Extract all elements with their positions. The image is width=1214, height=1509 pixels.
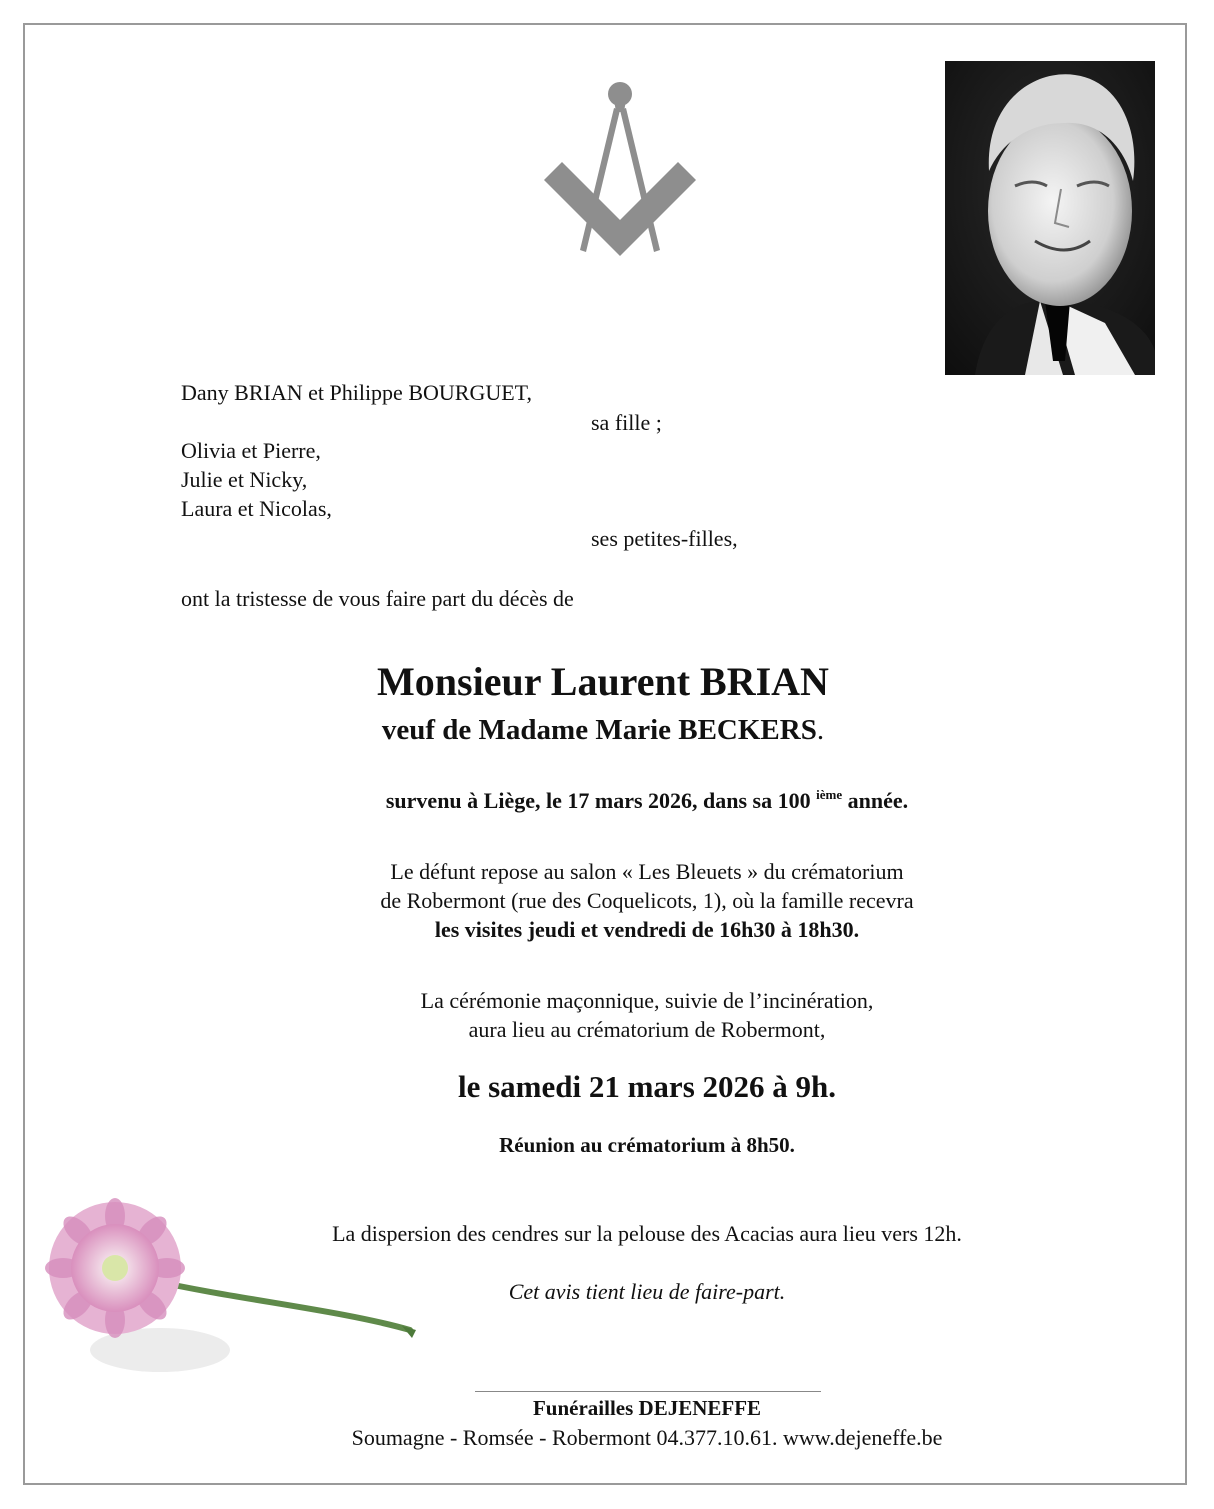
widower-text: veuf de Madame Marie BECKERS xyxy=(381,714,817,746)
death-ordinal: ième xyxy=(816,787,843,802)
grandchild-pair: Laura et Nicolas, xyxy=(181,496,332,521)
meeting-time: Réunion au crématorium à 8h50. xyxy=(499,1133,795,1157)
rest-line-1: Le défunt repose au salon « Les Bleuets » du crématorium xyxy=(390,859,904,884)
square-and-compass-icon xyxy=(540,78,700,258)
grandchild-pair: Olivia et Pierre, xyxy=(181,438,321,463)
grandchild-pair: Julie et Nicky, xyxy=(181,467,308,492)
deceased-name: Monsieur Laurent BRIAN xyxy=(377,659,829,704)
death-text: survenu à Liège, le 17 mars 2026, dans sa 100 xyxy=(385,788,811,813)
ceremony-line-2: aura lieu au crématorium de Robermont, xyxy=(468,1017,826,1042)
widower-period: . xyxy=(816,714,825,746)
portrait-photo xyxy=(945,61,1155,375)
notice-text: Cet avis tient lieu de faire-part. xyxy=(508,1279,786,1304)
family-role-daughter: sa fille ; xyxy=(591,410,662,435)
announcement-text: ont la tristesse de vous faire part du décès de xyxy=(181,586,574,611)
widower-line xyxy=(0,712,1210,748)
rest-line-2: de Robermont (rue des Coquelicots, 1), où la famille recevra xyxy=(380,888,914,913)
rest-visits: les visites jeudi et vendredi de 16h30 à 18h30. xyxy=(434,917,860,942)
dispersion-text: La dispersion des cendres sur la pelouse des Acacias aura lieu vers 12h. xyxy=(332,1221,962,1246)
funeral-home-contact: Soumagne - Romsée - Robermont 04.377.10.61. www.dejeneffe.be xyxy=(351,1425,943,1450)
death-line xyxy=(40,786,1214,815)
funeral-home-name: Funérailles DEJENEFFE xyxy=(532,1396,762,1420)
footer-separator xyxy=(475,1391,821,1392)
death-end: année. xyxy=(842,788,909,813)
family-role-granddaughters: ses petites-filles, xyxy=(591,526,738,551)
ceremony-line-1: La cérémonie maçonnique, suivie de l’incinération, xyxy=(420,988,874,1013)
family-line-daughter: Dany BRIAN et Philippe BOURGUET, xyxy=(181,380,532,405)
ceremony-date: le samedi 21 mars 2026 à 9h. xyxy=(457,1069,836,1104)
